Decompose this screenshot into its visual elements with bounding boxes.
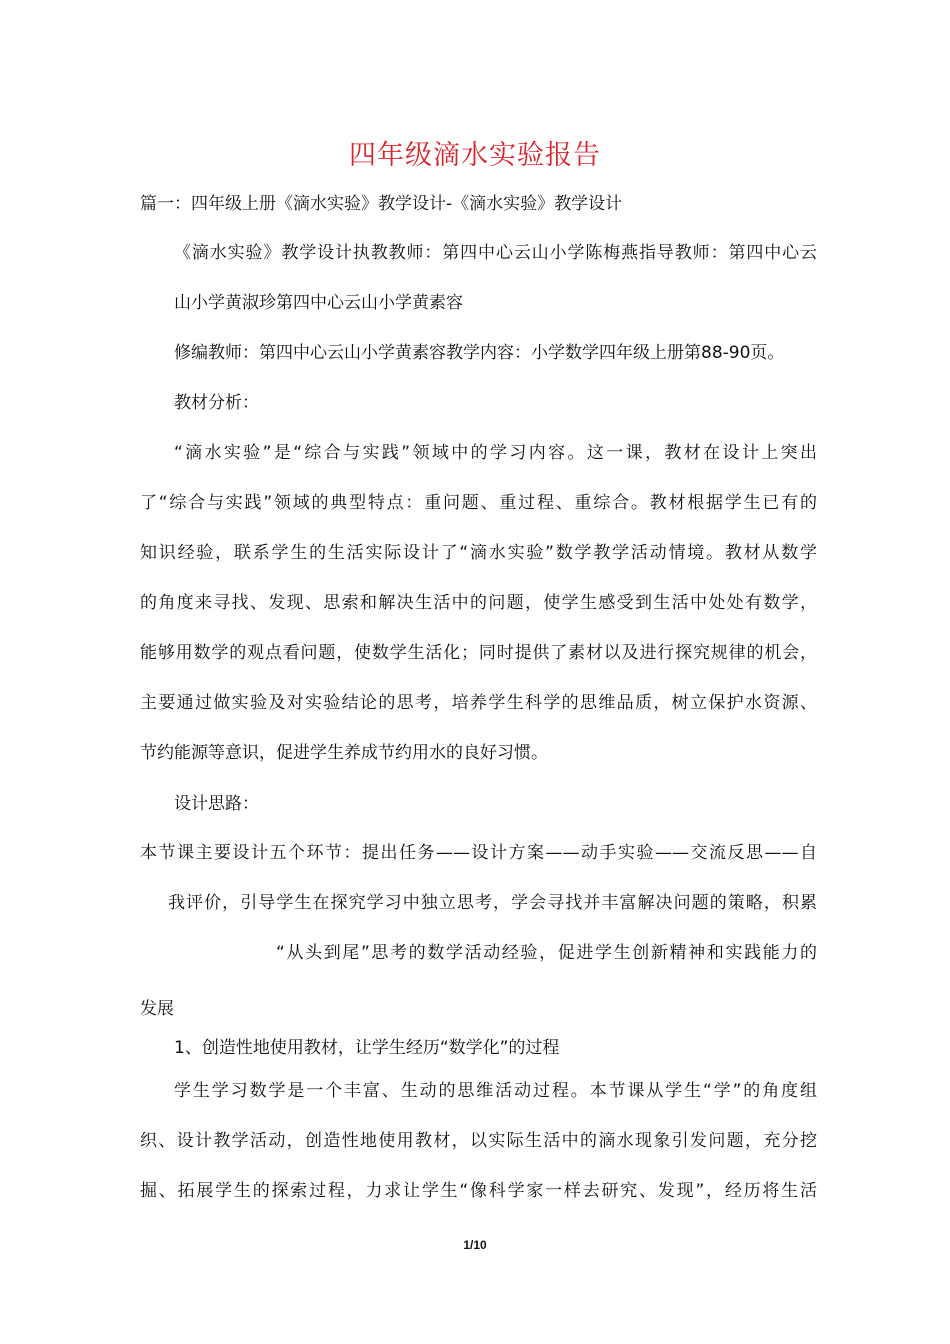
paragraph-line: 山小学黄淑珍第四中心云山小学黄素容 bbox=[174, 293, 463, 313]
page-number: 1/10 bbox=[463, 1238, 487, 1252]
document-title: 四年级滴水实验报告 bbox=[349, 140, 601, 171]
paragraph-line: 我评价，引导学生在探究学习中独立思考，学会寻找并丰富解决问题的策略，积累 bbox=[168, 893, 817, 913]
paragraph-line: 了“综合与实践”领域的典型特点：重问题、重过程、重综合。教材根据学生已有的 bbox=[140, 493, 817, 513]
paragraph-line: 发展 bbox=[140, 999, 174, 1019]
paragraph-line: 学生学习数学是一个丰富、生动的思维活动过程。本节课从学生“学”的角度组 bbox=[174, 1081, 817, 1101]
paragraph-line: 节约能源等意识，促进学生养成节约用水的良好习惯。 bbox=[140, 743, 548, 763]
paragraph-line: 能够用数学的观点看问题，使数学生活化；同时提供了素材以及进行探究规律的机会， bbox=[140, 643, 817, 663]
paragraph-line: 的角度来寻找、发现、思索和解决生活中的问题，使学生感受到生活中处处有数学， bbox=[140, 593, 817, 613]
numbered-heading: 1、创造性地使用教材，让学生经历“数学化”的过程 bbox=[174, 1038, 560, 1058]
paragraph-line: 知识经验，联系学生的生活实际设计了“滴水实验”数学教学活动情境。教材从数学 bbox=[140, 543, 817, 563]
paragraph-line: 掘、拓展学生的探索过程，力求让学生“像科学家一样去研究、发现”，经历将生活 bbox=[140, 1181, 817, 1201]
paragraph-line: 主要通过做实验及对实验结论的思考，培养学生科学的思维品质，树立保护水资源、 bbox=[140, 693, 817, 713]
section-heading: 篇一：四年级上册《滴水实验》教学设计-《滴水实验》教学设计 bbox=[140, 194, 623, 214]
paragraph-line: 本节课主要设计五个环节：提出任务——设计方案——动手实验——交流反思——自 bbox=[140, 843, 817, 863]
paragraph-line: 《滴水实验》教学设计执教教师：第四中心云山小学陈梅燕指导教师：第四中心云 bbox=[174, 243, 817, 263]
subheading-materials-analysis: 教材分析： bbox=[174, 393, 259, 413]
paragraph-line: “从头到尾”思考的数学活动经验，促进学生创新精神和实践能力的 bbox=[276, 943, 817, 963]
paragraph-line: “滴水实验”是“综合与实践”领域中的学习内容。这一课，教材在设计上突出 bbox=[174, 443, 817, 463]
paragraph-line: 修编教师：第四中心云山小学黄素容教学内容：小学数学四年级上册第88-90页。 bbox=[174, 343, 785, 363]
paragraph-line: 织、设计教学活动，创造性地使用教材，以实际生活中的滴水现象引发问题，充分挖 bbox=[140, 1131, 817, 1151]
subheading-design-idea: 设计思路： bbox=[174, 794, 259, 814]
